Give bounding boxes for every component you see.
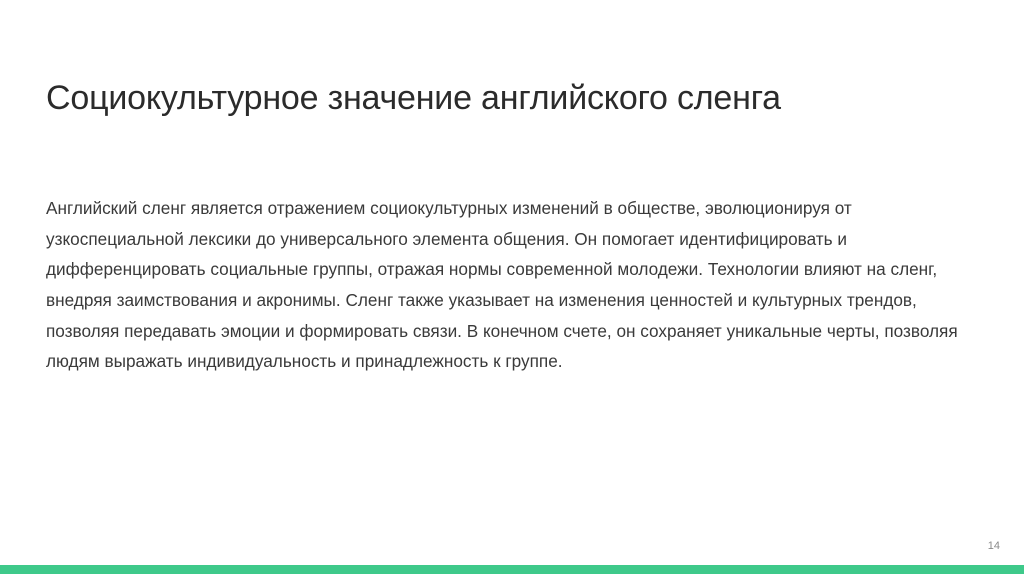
page-title: Социокультурное значение английского сленга xyxy=(46,78,781,117)
page-number: 14 xyxy=(987,540,1000,552)
slide-body-text: Английский сленг является отражением социокультурных изменений в обществе, эволюционируя от узкоспециальной лексики до универсального элемента общения. Он помогает идентифицировать и дифференцировать социальные группы, отражая нормы современной молодежи. Технологии влияют на сленг, внедряя заимствования и акронимы. Сленг также указывает на изменения ценностей и культурных трендов, позволяя передавать эмоции и формировать связи. В конечном счете, он сохраняет уникальные черты, позволяя людям выражать индивидуальность и принадлежность к группе. xyxy=(46,198,958,372)
bottom-accent-bar xyxy=(0,565,1024,574)
